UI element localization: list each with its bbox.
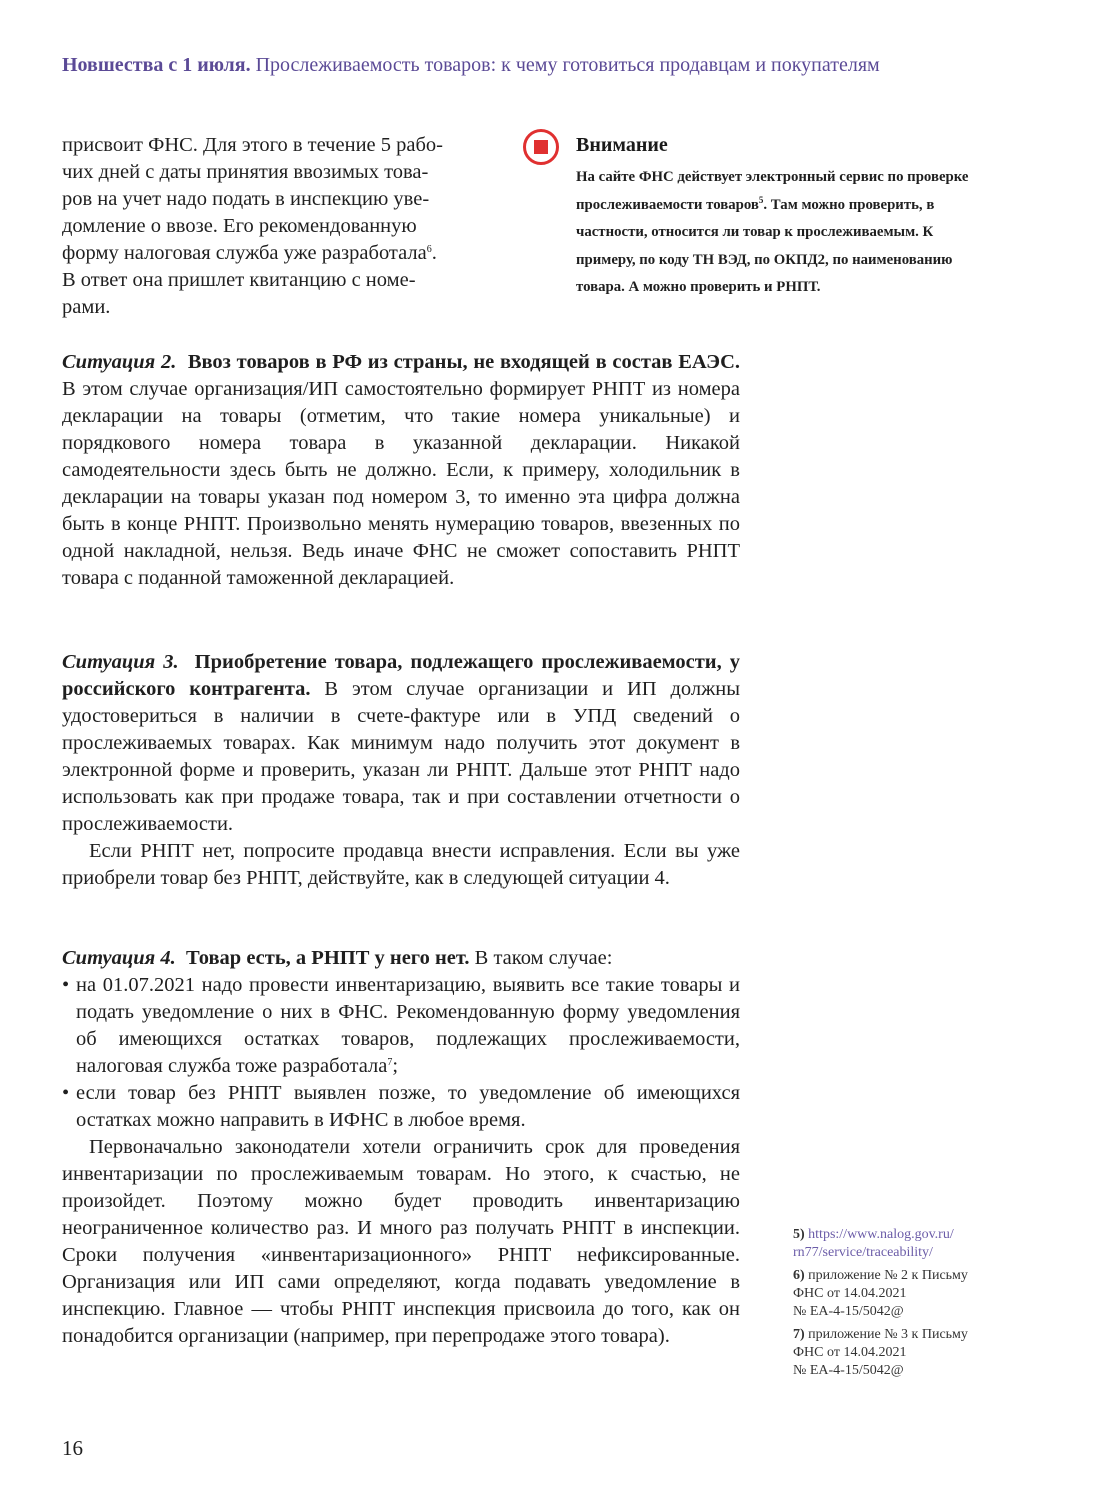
situation-text: Если РНПТ нет, попросите продавца внести исправления. Если вы уже приобрели товар без РНПТ, действуйте, как в следующей ситуации 4.: [62, 840, 740, 889]
footnote-link[interactable]: rn77/service/traceability/: [793, 1245, 933, 1260]
footnotes: [793, 1226, 1023, 1385]
footnote-7: 7) приложение № 3 к Письму ФНС от 14.04.2021 № ЕА-4-15/5042@: [793, 1327, 968, 1378]
situation-3: [62, 649, 740, 892]
footnote-ref[interactable]: 7: [387, 1057, 393, 1068]
footnote-ref[interactable]: 5: [758, 194, 764, 205]
footnote-5: 5) https://www.nalog.gov.ru/ rn77/service/traceability/: [793, 1227, 954, 1260]
situation-text: В этом случае организация/ИП самостоятельно формирует РНПТ из номера декларации на товары (отметим, что такие номера уникальные) и порядкового номера товара в указанной декларации. Никакой самодеятельности здесь быть не должно. Если, к примеру, холодильник в декларации на товары указан под номером 3, то именно эта цифра должна быть в конце РНПТ. Произвольно менять нумерацию товаров, ввезенных по одной накладной, нельзя. Ведь иначе ФНС не сможет сопоставить РНПТ товара с поданной таможенной декларацией.: [62, 378, 740, 589]
situation-heading: Ситуация 3. Приобретение товара, подлежащего прослеживаемости, у российского контрагента.: [62, 651, 740, 700]
situation-4: [62, 945, 740, 1350]
attention-text: На сайте ФНС действует электронный сервис по проверке прослеживаемости товаров$^5$. Там можно проверить, в частности, относится ли товар к прослеживаемым. К примеру, по коду ТН ВЭД, по ОКПД2, по наименованию товара. А можно проверить и РНПТ.: [576, 169, 969, 295]
running-header: [62, 54, 1062, 77]
bullet-list: [62, 972, 740, 1134]
intro-line: форму налоговая служба уже разработала$^6$.: [62, 242, 437, 264]
intro-line: ров на учет надо подать в инспекцию уве-: [62, 188, 430, 210]
footnote-link[interactable]: https://www.nalog.gov.ru/: [808, 1227, 954, 1242]
attention-title: Внимание: [576, 134, 668, 156]
footnote-ref[interactable]: 6: [426, 244, 432, 255]
intro-line: чих дней с даты принятия ввозимых това-: [62, 161, 429, 183]
situation-heading: Ситуация 2. Ввоз товаров в РФ из страны, не входящей в состав ЕАЭС.: [62, 351, 741, 373]
intro-line: присвоит ФНС. Для этого в течение 5 рабо-: [62, 134, 443, 156]
intro-line: рами.: [62, 296, 111, 318]
list-item: • если товар без РНПТ выявлен позже, то уведомление об имеющихся остатках можно направить в ИФНС в любое время.: [62, 1080, 740, 1134]
intro-line: домление о ввозе. Его рекомендованную: [62, 215, 417, 237]
stop-square-in-circle-icon: [522, 128, 560, 166]
intro-line: В ответ она пришлет квитанцию с номе-: [62, 269, 416, 291]
situation-heading: Ситуация 4. Товар есть, а РНПТ у него нет.: [62, 947, 470, 969]
list-item: • на 01.07.2021 надо провести инвентаризацию, выявить все такие товары и подать уведомление о них в ФНС. Рекомендованную форму уведомления об имеющихся остатках товаров, подлежащих прослеживаемости, налоговая служба тоже разработала$^7$;: [62, 972, 740, 1080]
situation-text: Первоначально законодатели хотели ограничить срок для проведения инвентаризации по прослеживаемым товарам. Но этого, к счастью, не произойдет. Поэтому можно будет проводить инвентаризацию неограниченное количество раз. И много раз получать РНПТ в инспекции. Сроки получения «инвентаризационного» РНПТ нефиксированные. Организация или ИП сами определяют, когда подавать уведомление в инспекцию. Главное — чтобы РНПТ инспекция присвоила до того, как он понадобится организации (например, при перепродаже этого товара).: [62, 1136, 740, 1347]
situation-2: [62, 349, 740, 592]
header-section: Новшества с 1 июля.: [62, 54, 251, 76]
intro-paragraph: [62, 132, 482, 321]
page-number: 16: [62, 1436, 83, 1460]
situation-text: В таком случае:: [474, 947, 613, 969]
header-title: Прослеживаемость товаров: к чему готовиться продавцам и покупателям: [255, 54, 880, 76]
situation-text: В этом случае организации и ИП должны удостовериться в наличии в счете-фактуре или в УПД сведений о прослеживаемых товарах. Как минимум надо получить этот документ в электронной форме и проверить, указан ли РНПТ. Дальше этот РНПТ надо использовать как при продаже товара, так и при составлении отчетности о прослеживаемости.: [62, 678, 740, 835]
footnote-6: 6) приложение № 2 к Письму ФНС от 14.04.2021 № ЕА-4-15/5042@: [793, 1268, 968, 1319]
